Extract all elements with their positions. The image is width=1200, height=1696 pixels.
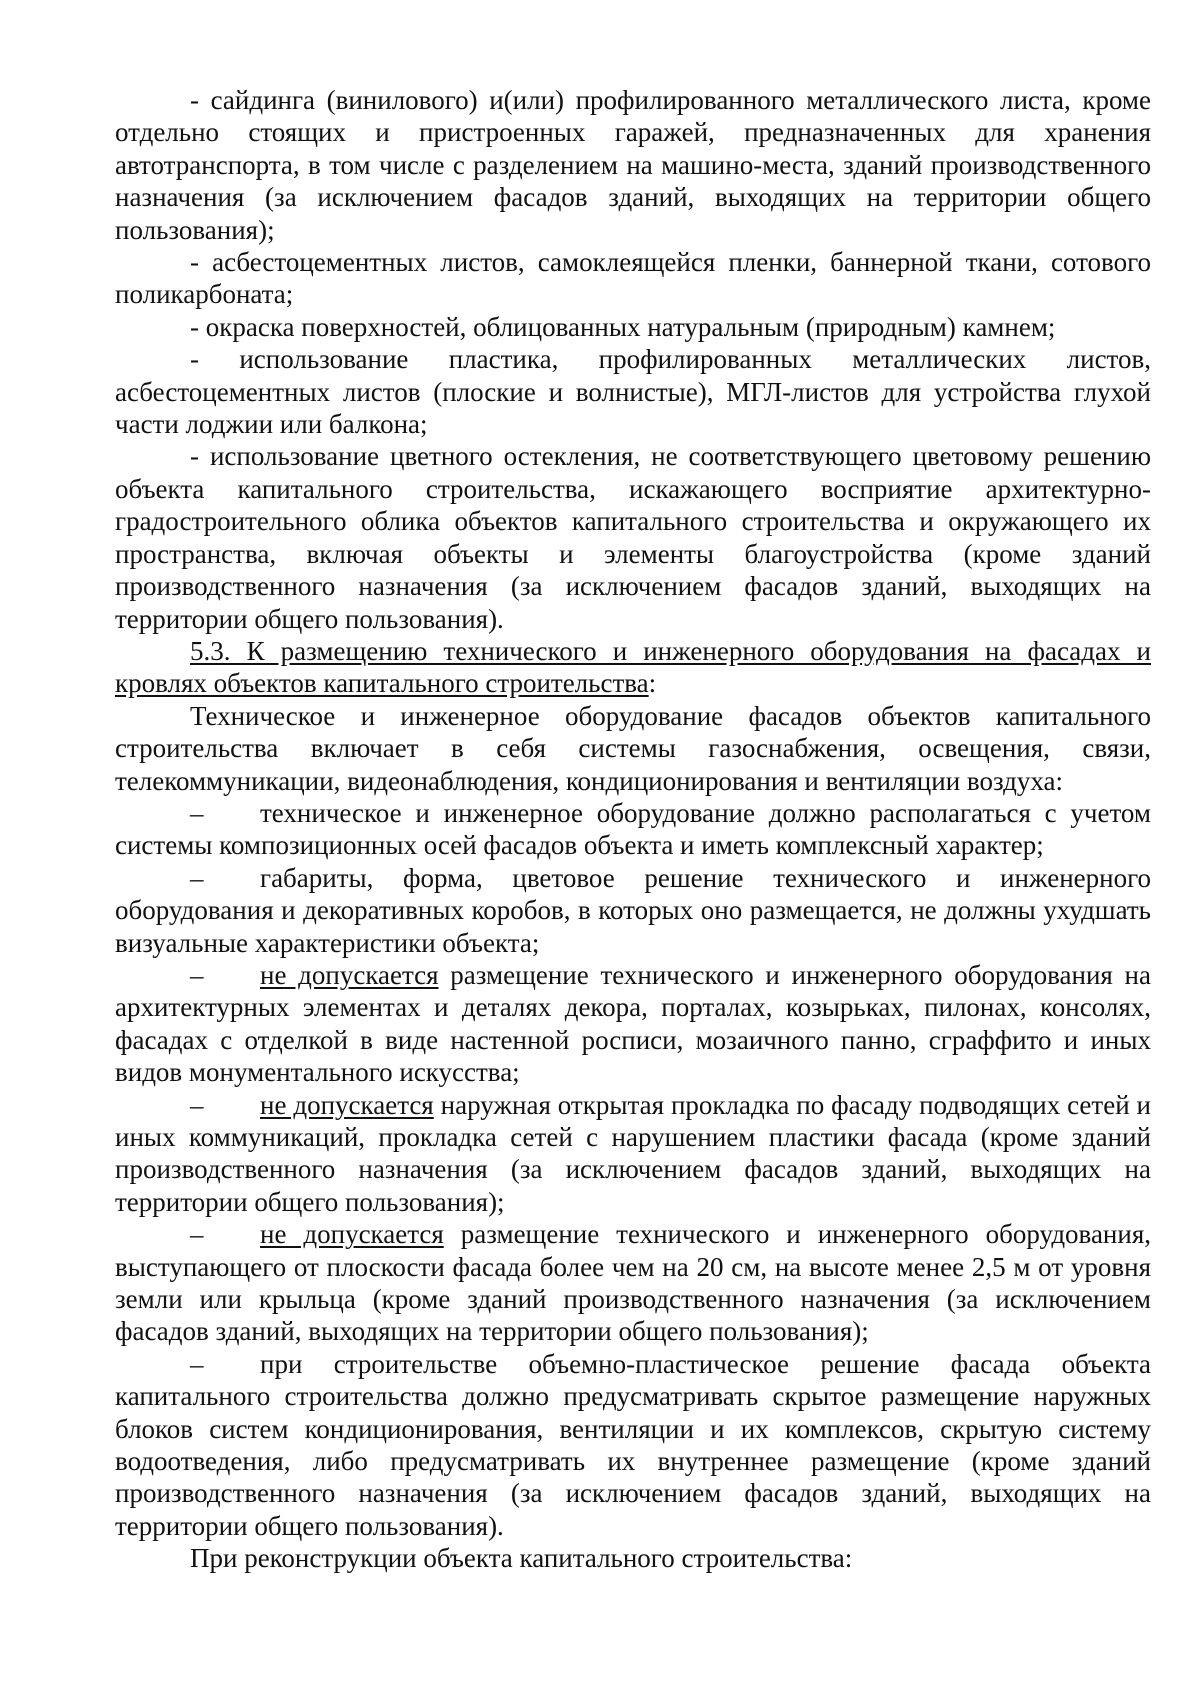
list-item <box>115 1089 1151 1219</box>
prohibition-lead: не допускается <box>260 1089 434 1120</box>
paragraph-colored-glazing: - использование цветного остекления, не соответствующего цветовому решению объекта капитального строительства, искажающего восприятие архитектурно-градостроительного облика объектов капитального строительства и окружающего их пространства, включая объекты и элементы благоустройства (кроме зданий производственного назначения (за исключением фасадов зданий, выходящих на территории общего пользования). <box>115 441 1151 634</box>
section-heading-text: 5.3. К размещению технического и инженерного оборудования на фасадах и кровлях объектов капитального строительства <box>115 635 1151 699</box>
dash-marker: – <box>190 1348 204 1379</box>
closing-paragraph: При реконструкции объекта капитального строительства: <box>190 1543 853 1574</box>
dash-marker: – <box>190 797 204 828</box>
section-heading <box>115 635 1151 700</box>
list-item-text: размещение технического и инженерного оборудования, выступающего от плоскости фасада более чем на 20 см, на высоте менее 2,5 м от уровня земли или крыльца (кроме зданий производственного назначения (за исключением фасадов зданий, выходящих на территории общего пользования); <box>115 1219 1151 1347</box>
list-item <box>115 1218 1151 1348</box>
list-item-text: техническое и инженерное оборудование должно располагаться с учетом системы композиционных осей фасадов объекта и иметь комплексный характер; <box>115 797 1151 861</box>
paragraph-stone-painting: - окраска поверхностей, облицованных натуральным (природным) камнем; <box>190 311 1056 342</box>
dash-marker: – <box>190 1089 204 1120</box>
list-item <box>115 959 1151 1089</box>
dash-marker: – <box>190 862 204 893</box>
paragraph-plastic-balcony: - использование пластика, профилированных металлических листов, асбестоцементных листов (плоские и волнистые), МГЛ-листов для устройства глухой части лоджии или балкона; <box>115 344 1151 440</box>
list-item <box>115 797 1151 862</box>
list-item-text: размещение технического и инженерного оборудования на архитектурных элементах и деталях декора, порталах, козырьках, пилонах, консолях, фасадах с отделкой в виде настенной росписи, мозаичного панно, сграффито и иных видов монументального искусства; <box>115 959 1151 1088</box>
paragraph-siding: - сайдинга (винилового) и(или) профилированного металлического листа, кроме отдельно стоящих и пристроенных гаражей, предназначенных для хранения автотранспорта, в том числе с разделением на машино-места, зданий производственного назначения (за исключением фасадов зданий, выходящих на территории общего пользования); <box>115 85 1151 245</box>
list-item-text: наружная открытая прокладка по фасаду подводящих сетей и иных коммуникаций, прокладка сетей с нарушением пластики фасада (кроме зданий производственного назначения (за исключением фасадов зданий, выходящих на территории общего пользования); <box>115 1089 1152 1217</box>
paragraph-asbestos: - асбестоцементных листов, самоклеящейся пленки, баннерной ткани, сотового поликарбоната; <box>115 247 1151 310</box>
document-page <box>115 84 1151 1575</box>
section-heading-colon: : <box>648 668 657 699</box>
list-item <box>115 1348 1151 1542</box>
prohibition-lead: не допускается <box>260 959 439 990</box>
dash-marker: – <box>190 959 204 990</box>
list-item-text: при строительстве объемно-пластическое решение фасада объекта капитального строительства должно предусматривать скрытое размещение наружных блоков систем кондиционирования, вентиляции и их комплексов, скрытую систему водоотведения, либо предусматривать их внутреннее размещение (кроме зданий производственного назначения (за исключением фасадов зданий, выходящих на территории общего пользования). <box>115 1348 1151 1541</box>
list-item <box>115 862 1151 959</box>
dash-marker: – <box>190 1219 204 1250</box>
list-item-text: габариты, форма, цветовое решение технического и инженерного оборудования и декоративных коробов, в которых оно размещается, не должны ухудшать визуальные характеристики объекта; <box>115 862 1151 958</box>
section-intro: Техническое и инженерное оборудование фасадов объектов капитального строительства включает в себя системы газоснабжения, освещения, связи, телекоммуникации, видеонаблюдения, кондиционирования и вентиляции воздуха: <box>115 700 1151 796</box>
prohibition-lead: не допускается <box>260 1219 444 1250</box>
